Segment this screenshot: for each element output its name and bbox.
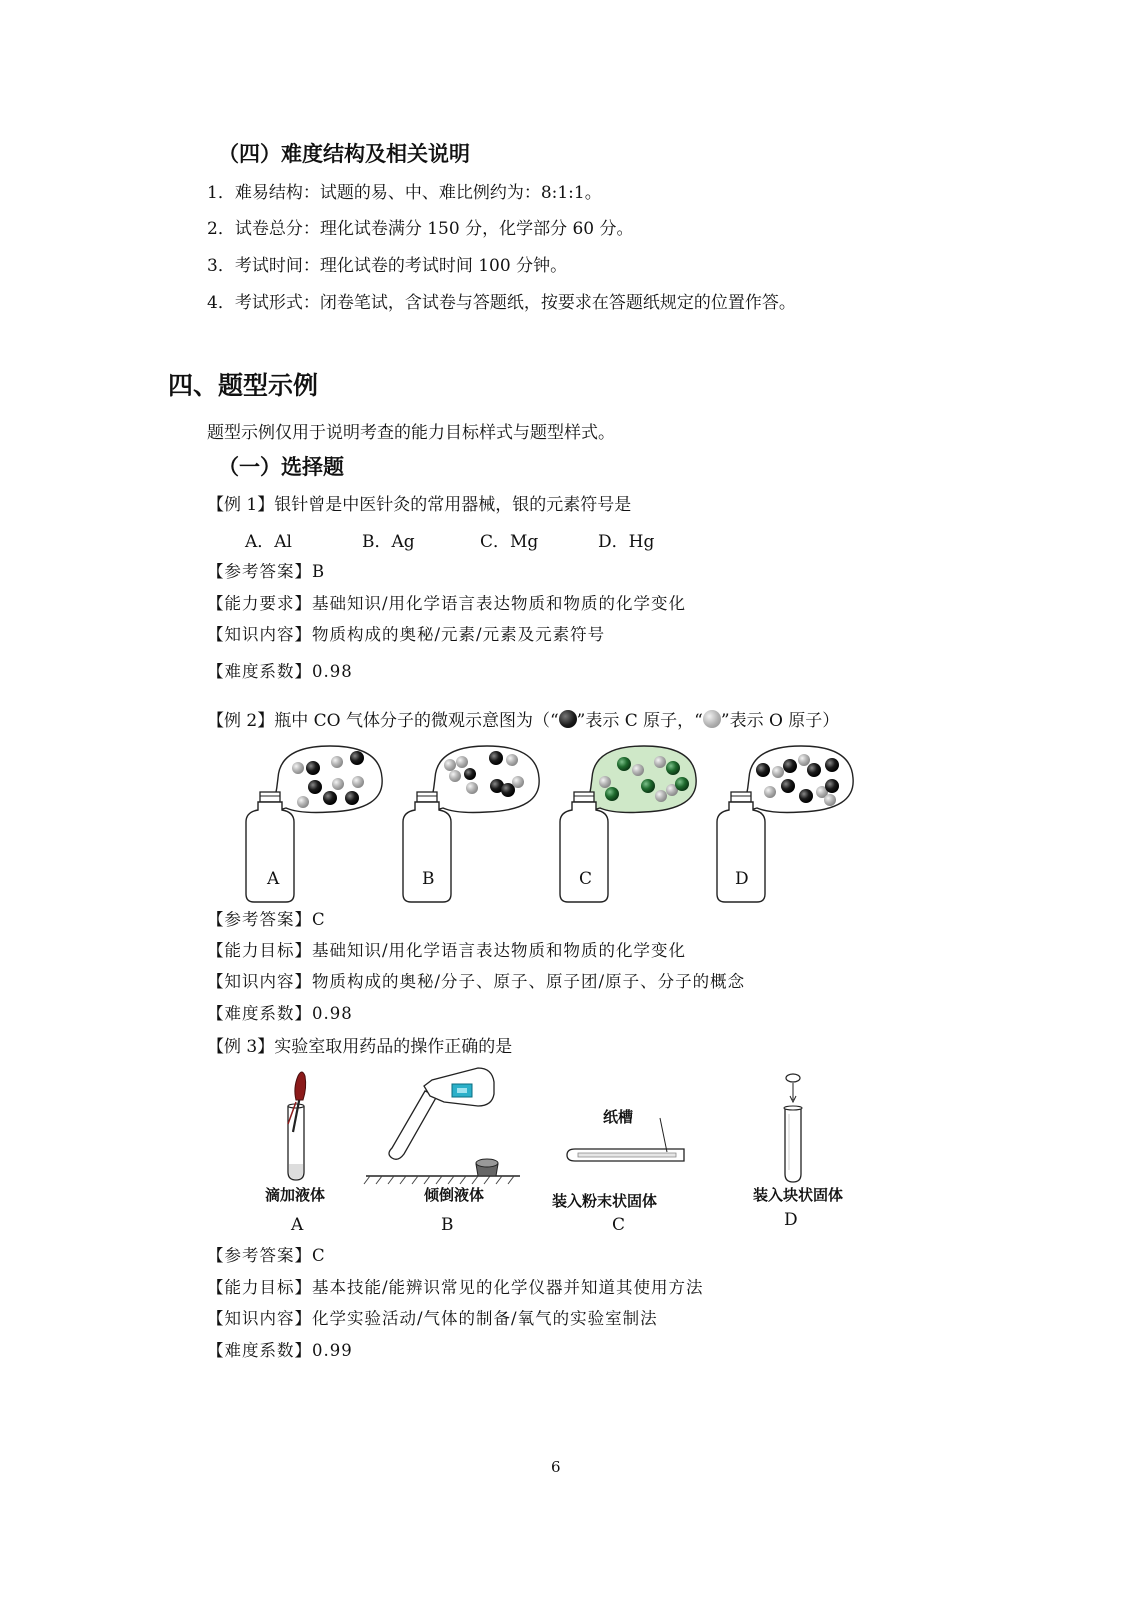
chapter-intro: 题型示例仅用于说明考查的能力目标样式与题型样式。: [207, 423, 615, 443]
list-item: 1．难易结构：试题的易、中、难比例约为：8:1:1。: [207, 183, 602, 203]
ex1-option-c: C．Mg: [480, 532, 539, 552]
ex2-question-part1: 【例 2】瓶中 CO 气体分子的微观示意图为（“: [207, 711, 559, 731]
ex1-option-d: D．Hg: [598, 532, 655, 552]
ex2-label-d: D: [735, 869, 749, 889]
ex2-label-a: A: [267, 869, 280, 889]
ex1-difficulty: 【难度系数】0.98: [207, 662, 353, 681]
ex2-difficulty: 【难度系数】0.98: [207, 1004, 353, 1023]
ex2-question: [207, 706, 839, 731]
ex3-fig-label-d: 装入块状固体: [753, 1186, 844, 1204]
ex3-figure: [0, 1066, 1131, 1196]
option-d-diagram: [784, 1074, 802, 1182]
ex3-label-b: B: [441, 1215, 454, 1235]
ex2-answer: 【参考答案】C: [207, 910, 326, 929]
ex1-option-b: B．Ag: [362, 532, 415, 552]
ex3-fig-label-b: 倾倒液体: [424, 1186, 485, 1204]
list-item: 4．考试形式：闭卷笔试，含试卷与答题纸，按要求在答题纸规定的位置作答。: [207, 293, 796, 313]
ex2-label-c: C: [579, 869, 593, 889]
section-title: （四）难度结构及相关说明: [218, 142, 470, 166]
carbon-atom-icon: [559, 710, 577, 728]
ex3-label-a: A: [291, 1215, 304, 1235]
ex2-question-part3: ”表示 O 原子）: [720, 711, 840, 731]
oxygen-atom-icon: [703, 710, 721, 728]
option-a-diagram: [288, 1072, 306, 1180]
chapter-title: 四、题型示例: [168, 371, 319, 400]
ex1-question: 【例 1】银针曾是中医针灸的常用器械，银的元素符号是: [207, 495, 632, 515]
ex2-label-b: B: [422, 869, 435, 889]
paper-trough-label: 纸槽: [603, 1108, 634, 1126]
list-item: 2．试卷总分：理化试卷满分 150 分，化学部分 60 分。: [207, 219, 634, 239]
page-number: 6: [551, 1458, 561, 1476]
option-b-diagram: [364, 1068, 520, 1184]
ex3-fig-label-c: 装入粉末状固体: [552, 1192, 658, 1210]
ex1-answer: 【参考答案】B: [207, 562, 326, 581]
subsection-title: （一）选择题: [218, 455, 344, 479]
list-item: 3．考试时间：理化试卷的考试时间 100 分钟。: [207, 256, 568, 276]
ex2-knowledge: 【知识内容】物质构成的奥秘/分子、原子、原子团/原子、分子的概念: [207, 972, 746, 991]
ex3-label-c: C: [612, 1215, 626, 1235]
ex3-ability: 【能力目标】基本技能/能辨识常见的化学仪器并知道其使用方法: [207, 1278, 704, 1297]
ex1-option-a: A．Al: [245, 532, 292, 552]
ex3-answer: 【参考答案】C: [207, 1246, 326, 1265]
ex1-knowledge: 【知识内容】物质构成的奥秘/元素/元素及元素符号: [207, 625, 606, 644]
ex3-label-d: D: [784, 1210, 798, 1230]
ex2-question-part2: ”表示 C 原子，“: [576, 711, 703, 731]
ex1-ability: 【能力要求】基础知识/用化学语言表达物质和物质的化学变化: [207, 594, 687, 613]
ex2-ability: 【能力目标】基础知识/用化学语言表达物质和物质的化学变化: [207, 941, 687, 960]
ex3-question: 【例 3】实验室取用药品的操作正确的是: [207, 1037, 513, 1057]
ex3-difficulty: 【难度系数】0.99: [207, 1341, 353, 1360]
ex2-figure: [0, 740, 1131, 940]
ex3-fig-label-a: 滴加液体: [265, 1186, 326, 1204]
ex3-knowledge: 【知识内容】化学实验活动/气体的制备/氧气的实验室制法: [207, 1309, 658, 1328]
